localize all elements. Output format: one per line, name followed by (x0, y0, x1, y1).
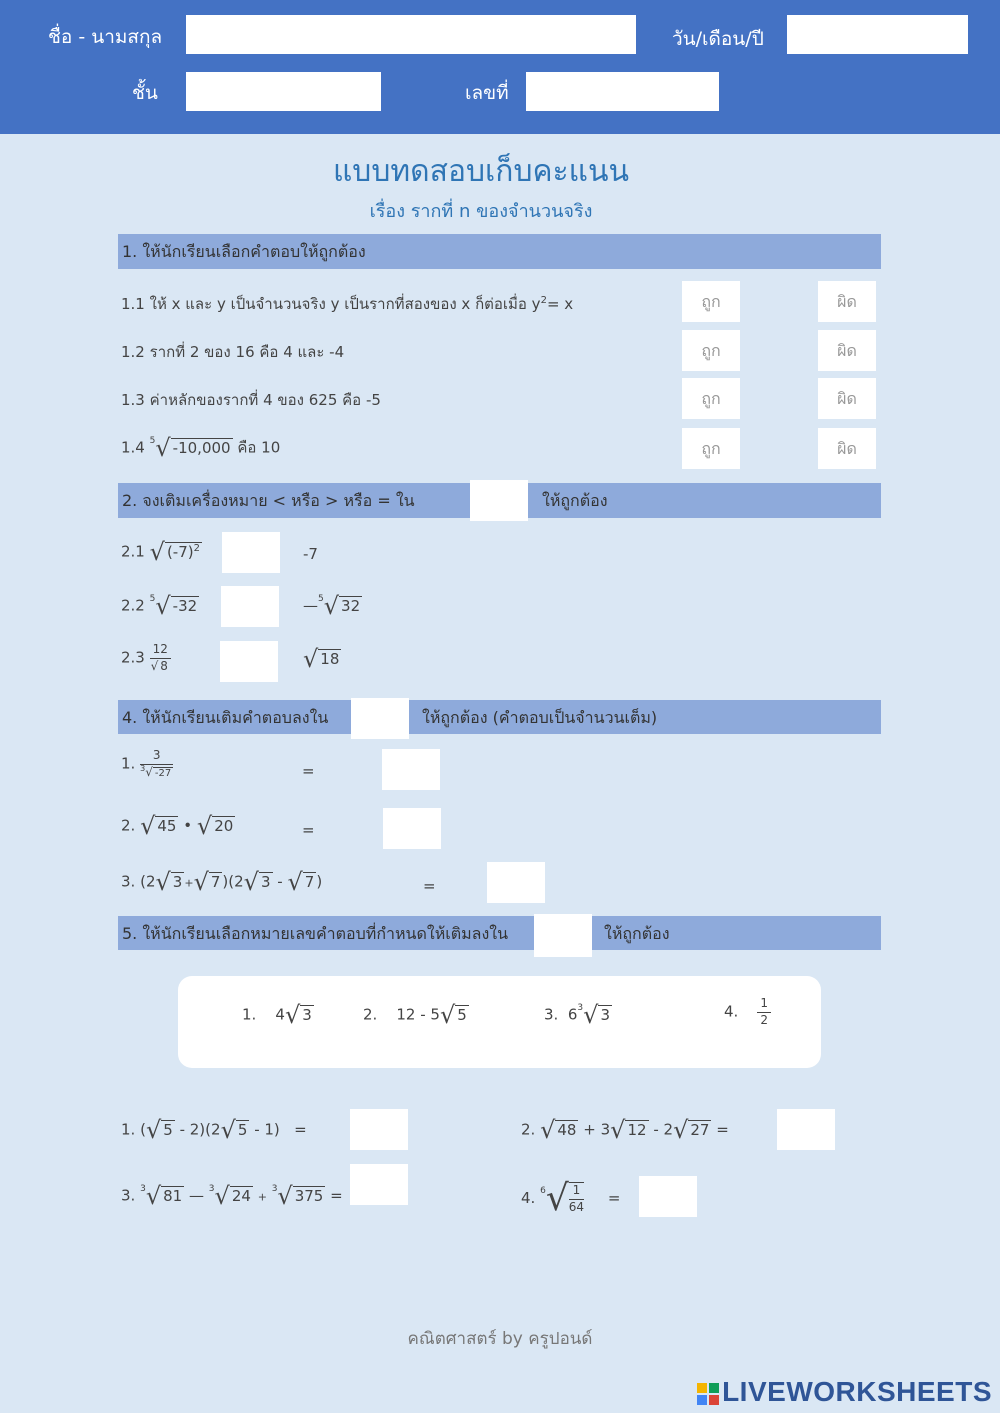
question-number: 2. (521, 1120, 536, 1139)
question-2-1 (121, 538, 202, 566)
section5-heading-tail: ให้ถูกต้อง (604, 924, 670, 943)
radicand: 5 (457, 1005, 467, 1024)
equals-sign: = (302, 821, 315, 839)
radicand: 18 (320, 649, 340, 668)
expr-part: ) (316, 872, 323, 891)
expr-part: )(2 (222, 872, 244, 891)
question-5-3 (121, 1182, 343, 1210)
root-index: 5 (149, 435, 156, 446)
logo-icon (697, 1383, 719, 1405)
root-index: 3 (208, 1183, 215, 1194)
q5-3-answer-input[interactable] (350, 1164, 408, 1205)
question-2-3 (121, 642, 171, 674)
radical-expression (272, 1182, 326, 1210)
radicand: 7 (304, 872, 315, 891)
fraction (140, 748, 173, 780)
expr-part: (2 (140, 872, 156, 891)
radical-sign-icon: √ (214, 1182, 230, 1210)
section4-heading-tail: ให้ถูกต้อง (คำตอบเป็นจำนวนเต็ม) (422, 708, 658, 727)
q5-4-answer-input[interactable] (639, 1176, 697, 1217)
radical-expression (318, 592, 362, 620)
radical-sign-icon: √ (155, 434, 171, 462)
radical-sign-icon: √ (323, 592, 340, 620)
choice-3 (544, 1001, 612, 1029)
question-5-2 (521, 1116, 729, 1144)
liveworksheets-logo (697, 1376, 992, 1408)
radical-expression (140, 1182, 184, 1210)
radical-sign-icon: √ (673, 1116, 689, 1144)
radical-sign-icon: √ (284, 1001, 301, 1029)
date-input[interactable] (787, 15, 968, 54)
section5-heading (118, 916, 881, 950)
question-text: ค่าหลักของรากที่ 4 ของ 625 คือ -5 (149, 391, 381, 409)
choice-4 (724, 996, 771, 1028)
radical-expression (287, 868, 316, 896)
radical-sign-icon: √ (439, 1001, 456, 1029)
radical-sign-icon: √ (287, 868, 303, 896)
number-label: เลขที่ (465, 82, 509, 104)
section5-heading-text: 5. ให้นักเรียนเลือกหมายเลขคำตอบที่กำหนดให้เติมลงใน (122, 924, 509, 943)
exponent: 2 (193, 542, 200, 554)
class-label: ชั้น (132, 82, 158, 104)
example-answer-box (351, 698, 409, 739)
numerator: 3 (140, 748, 173, 765)
section2-heading-tail: ให้ถูกต้อง (542, 491, 608, 510)
question-number: 3. (121, 872, 136, 891)
denominator: 2 (760, 1012, 769, 1027)
radicand (165, 542, 202, 561)
question-number: 2.1 (121, 542, 145, 561)
expr-part: - 2 (653, 1120, 674, 1139)
section4-heading (118, 700, 881, 734)
radical-expression (156, 868, 185, 896)
q2-3-right-expression (303, 645, 341, 673)
root-index: 3 (271, 1183, 278, 1194)
radical-expression (285, 1001, 314, 1029)
radical-sign-icon: √ (540, 1116, 556, 1144)
numerator: 1 (569, 1183, 584, 1200)
question-number: 2. (121, 816, 136, 835)
question-text: ให้ x และ y เป็นจำนวนจริง y เป็นรากที่สองของ x ก็ต่อเมื่อ y (149, 295, 541, 313)
q4-3-answer-input[interactable] (487, 862, 545, 903)
question-2-2 (121, 592, 199, 620)
coefficient: 6 (567, 1005, 578, 1024)
radicand: 12 (627, 1120, 647, 1139)
question-4-1 (121, 748, 173, 780)
radical-expression (150, 592, 200, 620)
root-index: 3 (140, 1183, 146, 1194)
radicand-base: (-7) (166, 542, 194, 561)
question-tail: = x (546, 295, 574, 313)
radical-expression (197, 812, 235, 840)
radicand: 5 (237, 1120, 248, 1139)
coefficient: 4 (275, 1005, 285, 1024)
q5-2-answer-input[interactable] (777, 1109, 835, 1150)
choice-number: 1. (242, 1005, 257, 1024)
q1-1-false-option[interactable]: ผิด (818, 281, 876, 322)
fraction (150, 642, 171, 674)
section2-heading-text: 2. จงเติมเครื่องหมาย < หรือ > หรือ = ใน (122, 491, 415, 510)
radical-expression (303, 645, 341, 673)
logo-text: LIVEWORKSHEETS (722, 1376, 992, 1407)
question-4-3 (121, 868, 322, 896)
q1-3-true-option[interactable]: ถูก (682, 378, 740, 419)
expr-part: - 2)(2 (179, 1120, 221, 1139)
root-index: 6 (540, 1186, 546, 1196)
fraction (757, 996, 771, 1028)
radicand: 5 (163, 1120, 173, 1139)
fraction (569, 1182, 584, 1215)
section4-heading-text: 4. ให้นักเรียนเติมคำตอบลงใน (122, 708, 329, 727)
question-number: 4. (521, 1189, 536, 1207)
radicand: 48 (557, 1120, 577, 1139)
choice-number: 3. (544, 1005, 559, 1024)
equals-sign: = (423, 877, 436, 895)
question-number: 1.4 (121, 438, 145, 457)
name-label: ชื่อ - นามสกุล (48, 26, 163, 48)
radicand: 8 (160, 658, 168, 673)
radicand: 20 (214, 816, 234, 835)
question-1-2 (121, 340, 344, 364)
radical-sign-icon: √ (149, 538, 165, 566)
radical-expression (221, 1116, 250, 1144)
radical-sign-icon: √ (610, 1116, 626, 1144)
expr-part: - 1) (254, 1120, 280, 1139)
question-text: รากที่ 2 ของ 16 คือ 4 และ -4 (149, 343, 345, 361)
choice-number: 4. (724, 1002, 739, 1021)
radical-expression (146, 1116, 175, 1144)
radicand: 3 (172, 872, 183, 891)
radical-expression (440, 1001, 469, 1029)
q2-2-right-expression (303, 592, 362, 620)
minus-sign: — (303, 596, 318, 615)
radical-expression (140, 812, 178, 840)
radical-sign-icon: √ (155, 868, 171, 896)
radical-expression (540, 1178, 584, 1219)
minus-sign: — (189, 1186, 204, 1205)
root-index: 3 (140, 763, 146, 773)
radicand: 27 (690, 1120, 710, 1139)
question-number: 1. (121, 754, 136, 773)
q2-2-answer-input[interactable] (221, 586, 279, 627)
radical-sign-icon: √ (145, 764, 153, 779)
radical-sign-icon: √ (583, 1001, 599, 1029)
radical-sign-icon: √ (196, 812, 213, 840)
radical-expression (209, 1182, 253, 1210)
radicand: 7 (210, 872, 221, 891)
radical-sign-icon: √ (220, 1116, 236, 1144)
radical-sign-icon: √ (145, 1182, 162, 1210)
radical-sign-icon: √ (303, 645, 319, 673)
q2-1-right-value: -7 (303, 545, 318, 563)
footer-credit: คณิตศาสตร์ by ครูปอนด์ (407, 1329, 593, 1349)
radical-sign-icon: √ (243, 868, 259, 896)
q2-1-answer-input[interactable] (222, 532, 280, 573)
radical-expression (150, 434, 233, 462)
question-number: 1.3 (121, 391, 145, 409)
page-subtitle: เรื่อง รากที่ n ของจำนวนจริง (369, 201, 593, 222)
radicand: -27 (154, 767, 172, 779)
radicand: 32 (341, 596, 361, 615)
date-label: วัน/เดือน/ปี (672, 28, 764, 50)
equals-sign: = (294, 1120, 307, 1139)
denominator (150, 659, 171, 675)
equals-sign: = (302, 762, 315, 780)
radical-sign-icon: √ (150, 658, 159, 673)
numerator: 1 (757, 996, 771, 1013)
question-number: 1.2 (121, 343, 145, 361)
radicand: -32 (172, 596, 198, 615)
q1-2-false-option[interactable]: ผิด (818, 330, 876, 371)
example-answer-box (534, 914, 592, 957)
radicand: -10,000 (172, 438, 231, 457)
section1-heading-text: 1. ให้นักเรียนเลือกคำตอบให้ถูกต้อง (122, 242, 366, 261)
root-index: 3 (577, 1002, 584, 1013)
q4-1-answer-input[interactable] (382, 749, 440, 790)
plus-sign: + (184, 876, 194, 890)
question-4-2 (121, 812, 235, 840)
radical-sign-icon: √ (140, 812, 156, 840)
radicand: 81 (163, 1186, 183, 1205)
plus-sign: + (257, 1190, 267, 1204)
example-answer-box (470, 480, 528, 521)
radicand: 3 (260, 872, 271, 891)
q4-2-answer-input[interactable] (383, 808, 441, 849)
radical-expression (194, 868, 223, 896)
radical-expression (610, 1116, 648, 1144)
number-input[interactable] (526, 72, 719, 111)
question-5-1 (121, 1116, 307, 1144)
section1-heading (118, 234, 881, 269)
expr-part: ( (140, 1120, 146, 1139)
denominator: 64 (568, 1199, 585, 1214)
q5-1-answer-input[interactable] (350, 1109, 408, 1150)
minus-sign: - (277, 872, 283, 891)
q2-3-answer-input[interactable] (220, 641, 278, 682)
multiply-dot: • (183, 816, 193, 835)
radical-sign-icon: √ (145, 1116, 162, 1144)
question-number: 3. (121, 1186, 136, 1205)
radicand: 3 (600, 1005, 610, 1024)
question-number: 1.1 (121, 295, 145, 313)
question-number: 2.2 (121, 596, 145, 615)
root-index: 5 (149, 593, 156, 604)
choice-2 (363, 1001, 469, 1029)
radical-sign-icon: √ (545, 1178, 569, 1219)
expr-part: + 3 (583, 1120, 611, 1139)
question-1-3 (121, 388, 381, 412)
radical-sign-icon: √ (155, 592, 171, 620)
equals-sign: = (716, 1120, 729, 1139)
numerator: 12 (150, 642, 171, 659)
question-5-4 (521, 1178, 620, 1219)
q1-1-true-option[interactable]: ถูก (682, 281, 740, 322)
class-input[interactable] (186, 72, 381, 111)
choice-number: 2. (363, 1005, 378, 1024)
radical-sign-icon: √ (277, 1182, 293, 1210)
radicand: 24 (231, 1186, 251, 1205)
question-number: 1. (121, 1120, 136, 1139)
question-1-1 (121, 292, 573, 316)
choice-1 (242, 1001, 314, 1029)
radical-expression (244, 868, 273, 896)
root-index: 5 (318, 593, 324, 604)
radical-expression (577, 1001, 612, 1029)
radicand: 3 (302, 1005, 312, 1024)
radical-sign-icon: √ (193, 868, 209, 896)
q1-4-true-option[interactable]: ถูก (682, 428, 740, 469)
equals-sign: = (607, 1189, 621, 1207)
question-1-4 (121, 434, 280, 462)
radical-expression (673, 1116, 711, 1144)
q1-4-false-option[interactable]: ผิด (818, 428, 876, 469)
exponent: 2 (540, 295, 547, 306)
expr-part: 12 - 5 (396, 1005, 440, 1024)
q1-2-true-option[interactable]: ถูก (682, 330, 740, 371)
page-title: แบบทดสอบเก็บคะแนน (332, 154, 630, 189)
denominator (140, 765, 173, 781)
radical-expression (540, 1116, 578, 1144)
q1-3-false-option[interactable]: ผิด (818, 378, 876, 419)
radical-expression (150, 538, 202, 566)
equals-sign: = (330, 1186, 343, 1205)
radicand: 375 (294, 1186, 324, 1205)
question-tail: คือ 10 (237, 438, 281, 457)
radicand: 45 (157, 816, 177, 835)
question-number: 2.3 (121, 648, 145, 667)
name-input[interactable] (186, 15, 636, 54)
